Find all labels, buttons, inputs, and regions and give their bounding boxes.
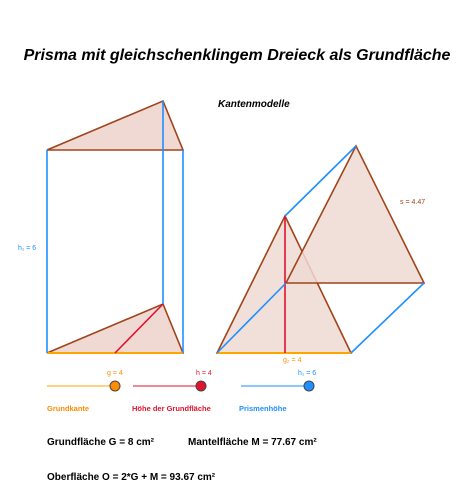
slider-grundkante-handle[interactable]	[110, 381, 120, 391]
s-label-right: s = 4.47	[400, 199, 426, 206]
g2-label-right: g₂ = 4	[283, 357, 302, 364]
right-prism-back-face	[286, 146, 424, 283]
slider-grundkante-caption: Grundkante	[47, 404, 90, 413]
right-prism	[217, 146, 424, 353]
right-prism-edge-right	[351, 283, 424, 353]
slider-hoehe-handle[interactable]	[196, 381, 206, 391]
slider-prismenhoehe-value: h₁ = 6	[298, 370, 317, 377]
page-subtitle: Kantenmodelle	[218, 99, 290, 110]
slider-prismenhoehe-caption: Prismenhöhe	[239, 404, 287, 413]
left-prism-bottom-face	[47, 304, 183, 353]
grundflaeche-result: Grundfläche G = 8 cm²	[47, 437, 154, 448]
slider-grundkante[interactable]	[47, 381, 120, 391]
left-prism	[47, 101, 183, 353]
h1-label-left: h₁ = 6	[18, 245, 37, 252]
slider-prismenhoehe-handle[interactable]	[304, 381, 314, 391]
mantelflaeche-result: Mantelfläche M = 77.67 cm²	[188, 437, 317, 448]
oberflaeche-result: Oberfläche O = 2*G + M = 93.67 cm²	[47, 472, 216, 483]
slider-hoehe-caption: Höhe der Grundfläche	[132, 404, 211, 413]
page-title: Prisma mit gleichschenklingem Dreieck als Grundfläche	[23, 47, 451, 64]
slider-grundkante-value: g = 4	[107, 370, 123, 377]
slider-hoehe-value: h = 4	[196, 370, 212, 377]
slider-hoehe[interactable]	[133, 381, 206, 391]
slider-prismenhoehe[interactable]	[241, 381, 314, 391]
